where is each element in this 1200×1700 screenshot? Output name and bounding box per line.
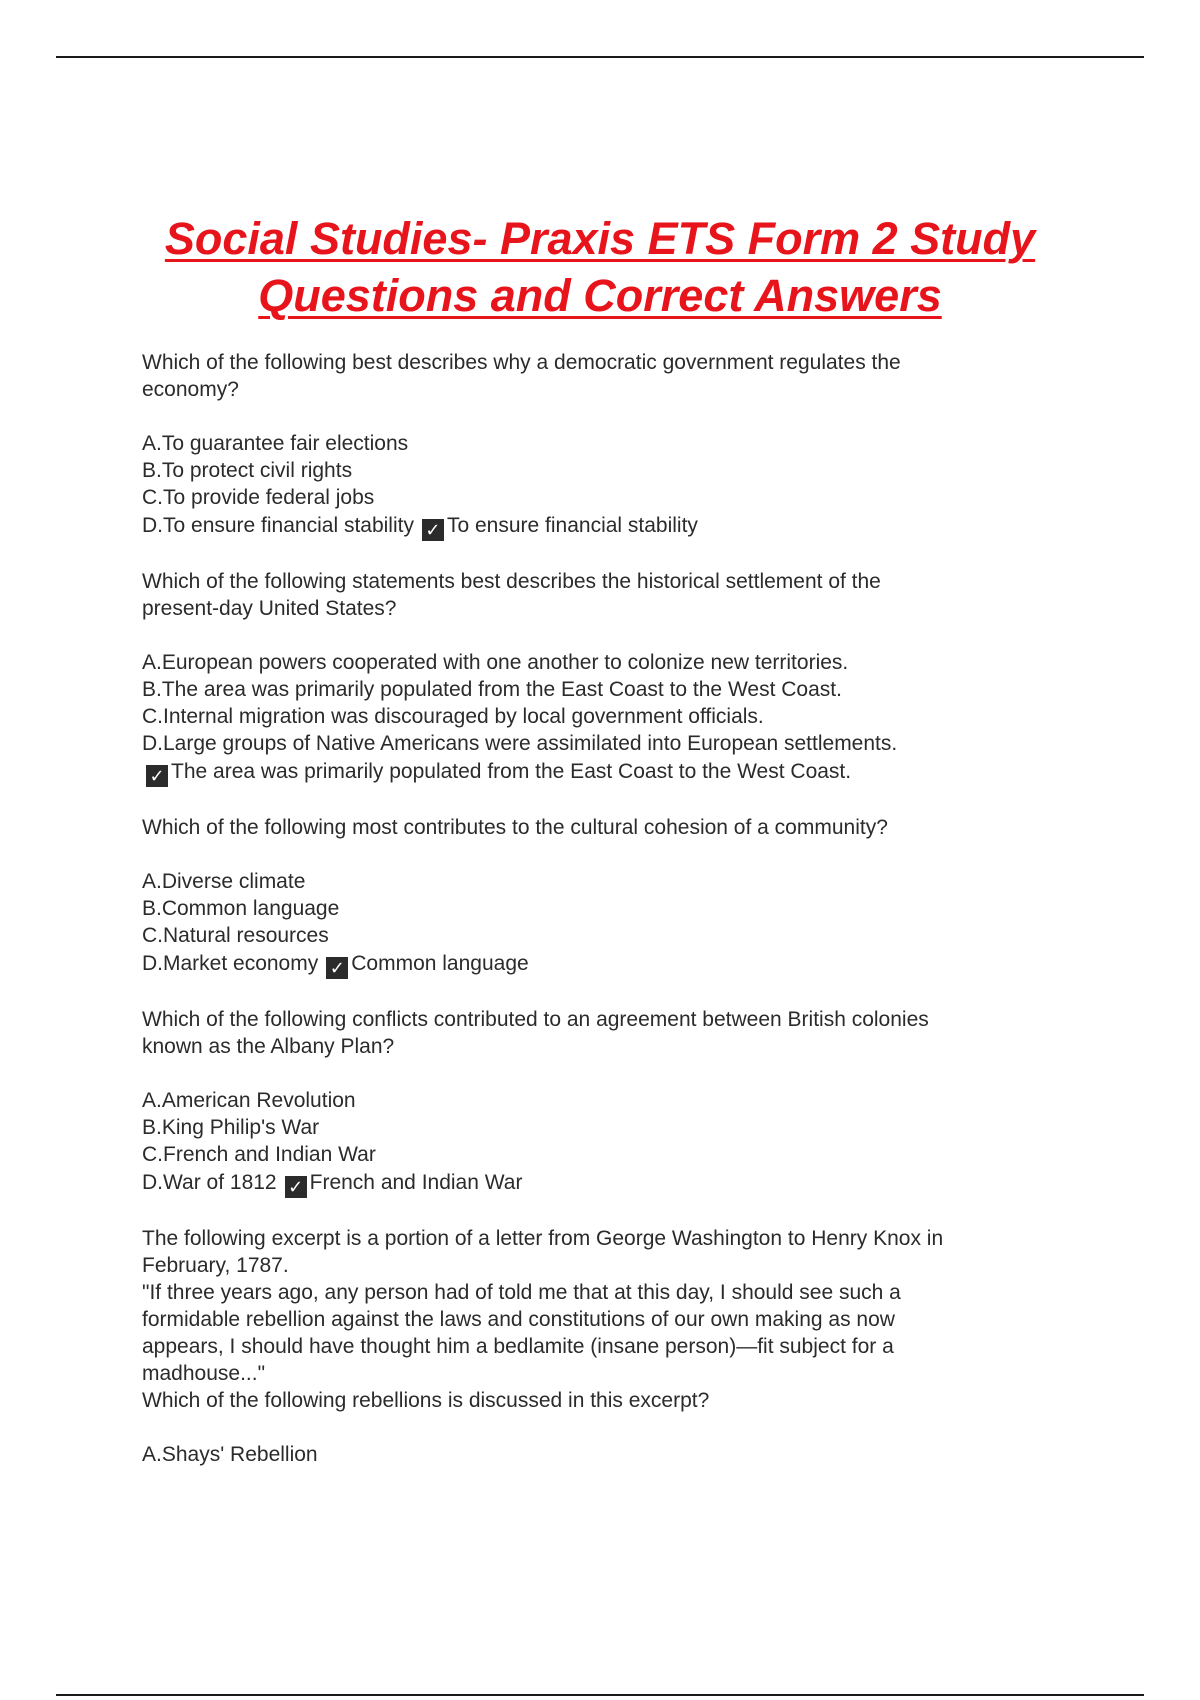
option-list xyxy=(142,868,1062,979)
check-icon: ✓ xyxy=(326,957,348,979)
question-list xyxy=(142,349,1062,1495)
option-a: A.Shays' Rebellion xyxy=(142,1443,318,1466)
check-icon: ✓ xyxy=(285,1176,307,1198)
option-list xyxy=(142,1087,1062,1198)
question-prompt xyxy=(142,814,1062,841)
question-prompt xyxy=(142,568,1062,622)
prompt-line: Which of the following statements best describes the historical settlement of the xyxy=(142,570,881,593)
question-prompt xyxy=(142,349,1062,403)
option-a: A.To guarantee fair elections xyxy=(142,432,409,455)
bottom-rule xyxy=(56,1694,1144,1696)
excerpt-line: "If three years ago, any person had of told me that at this day, I should see such a xyxy=(142,1281,901,1304)
option-d: D.Market economy xyxy=(142,952,319,975)
correct-answer: The area was primarily populated from the East Coast to the West Coast. xyxy=(171,760,852,783)
page-title xyxy=(100,210,1100,324)
option-a: A.Diverse climate xyxy=(142,870,306,893)
option-c: C.To provide federal jobs xyxy=(142,486,375,509)
option-c: C.French and Indian War xyxy=(142,1143,376,1166)
option-b: B.Common language xyxy=(142,897,340,920)
excerpt-line: appears, I should have thought him a bedlamite (insane person)—fit subject for a xyxy=(142,1335,894,1358)
excerpt-line: formidable rebellion against the laws and constitutions of our own making as now xyxy=(142,1308,895,1331)
prompt-line: economy? xyxy=(142,378,239,401)
question-prompt xyxy=(142,1225,1062,1414)
option-list xyxy=(142,649,1062,787)
answer-line xyxy=(142,757,1062,787)
check-icon: ✓ xyxy=(422,519,444,541)
option-a: A.European powers cooperated with one another to colonize new territories. xyxy=(142,651,849,674)
question-3 xyxy=(142,814,1062,979)
question-5 xyxy=(142,1225,1062,1468)
excerpt-line: madhouse..." xyxy=(142,1362,266,1385)
option-a: A.American Revolution xyxy=(142,1089,356,1112)
correct-answer: Common language xyxy=(351,952,529,975)
prompt-line: Which of the following most contributes to the cultural cohesion of a community? xyxy=(142,816,888,839)
option-c: C.Natural resources xyxy=(142,924,329,947)
top-rule xyxy=(56,56,1144,58)
question-prompt xyxy=(142,1006,1062,1060)
option-d-with-answer xyxy=(142,511,1062,541)
question-4 xyxy=(142,1006,1062,1198)
option-b: B.King Philip's War xyxy=(142,1116,320,1139)
prompt-line: known as the Albany Plan? xyxy=(142,1035,395,1058)
option-d-with-answer xyxy=(142,1168,1062,1198)
option-b: B.The area was primarily populated from the East Coast to the West Coast. xyxy=(142,678,842,701)
option-d: D.To ensure financial stability xyxy=(142,514,414,537)
prompt-line: Which of the following rebellions is discussed in this excerpt? xyxy=(142,1389,710,1412)
option-b: B.To protect civil rights xyxy=(142,459,353,482)
prompt-line: February, 1787. xyxy=(142,1254,289,1277)
correct-answer: French and Indian War xyxy=(309,1171,523,1194)
prompt-line: present-day United States? xyxy=(142,597,397,620)
option-d: D.Large groups of Native Americans were assimilated into European settlements. xyxy=(142,732,898,755)
option-list xyxy=(142,1441,1062,1468)
option-list xyxy=(142,430,1062,541)
correct-answer: To ensure financial stability xyxy=(446,514,698,537)
title-line-1: Social Studies- Praxis ETS Form 2 Study xyxy=(164,213,1036,264)
title-line-2: Questions and Correct Answers xyxy=(258,270,942,321)
prompt-line: The following excerpt is a portion of a letter from George Washington to Henry Knox in xyxy=(142,1227,944,1250)
check-icon: ✓ xyxy=(146,765,168,787)
prompt-line: Which of the following best describes why a democratic government regulates the xyxy=(142,351,901,374)
option-d: D.War of 1812 xyxy=(142,1171,277,1194)
question-1 xyxy=(142,349,1062,541)
option-d-with-answer xyxy=(142,949,1062,979)
question-2 xyxy=(142,568,1062,787)
option-c: C.Internal migration was discouraged by local government officials. xyxy=(142,705,764,728)
prompt-line: Which of the following conflicts contributed to an agreement between British colonies xyxy=(142,1008,929,1031)
